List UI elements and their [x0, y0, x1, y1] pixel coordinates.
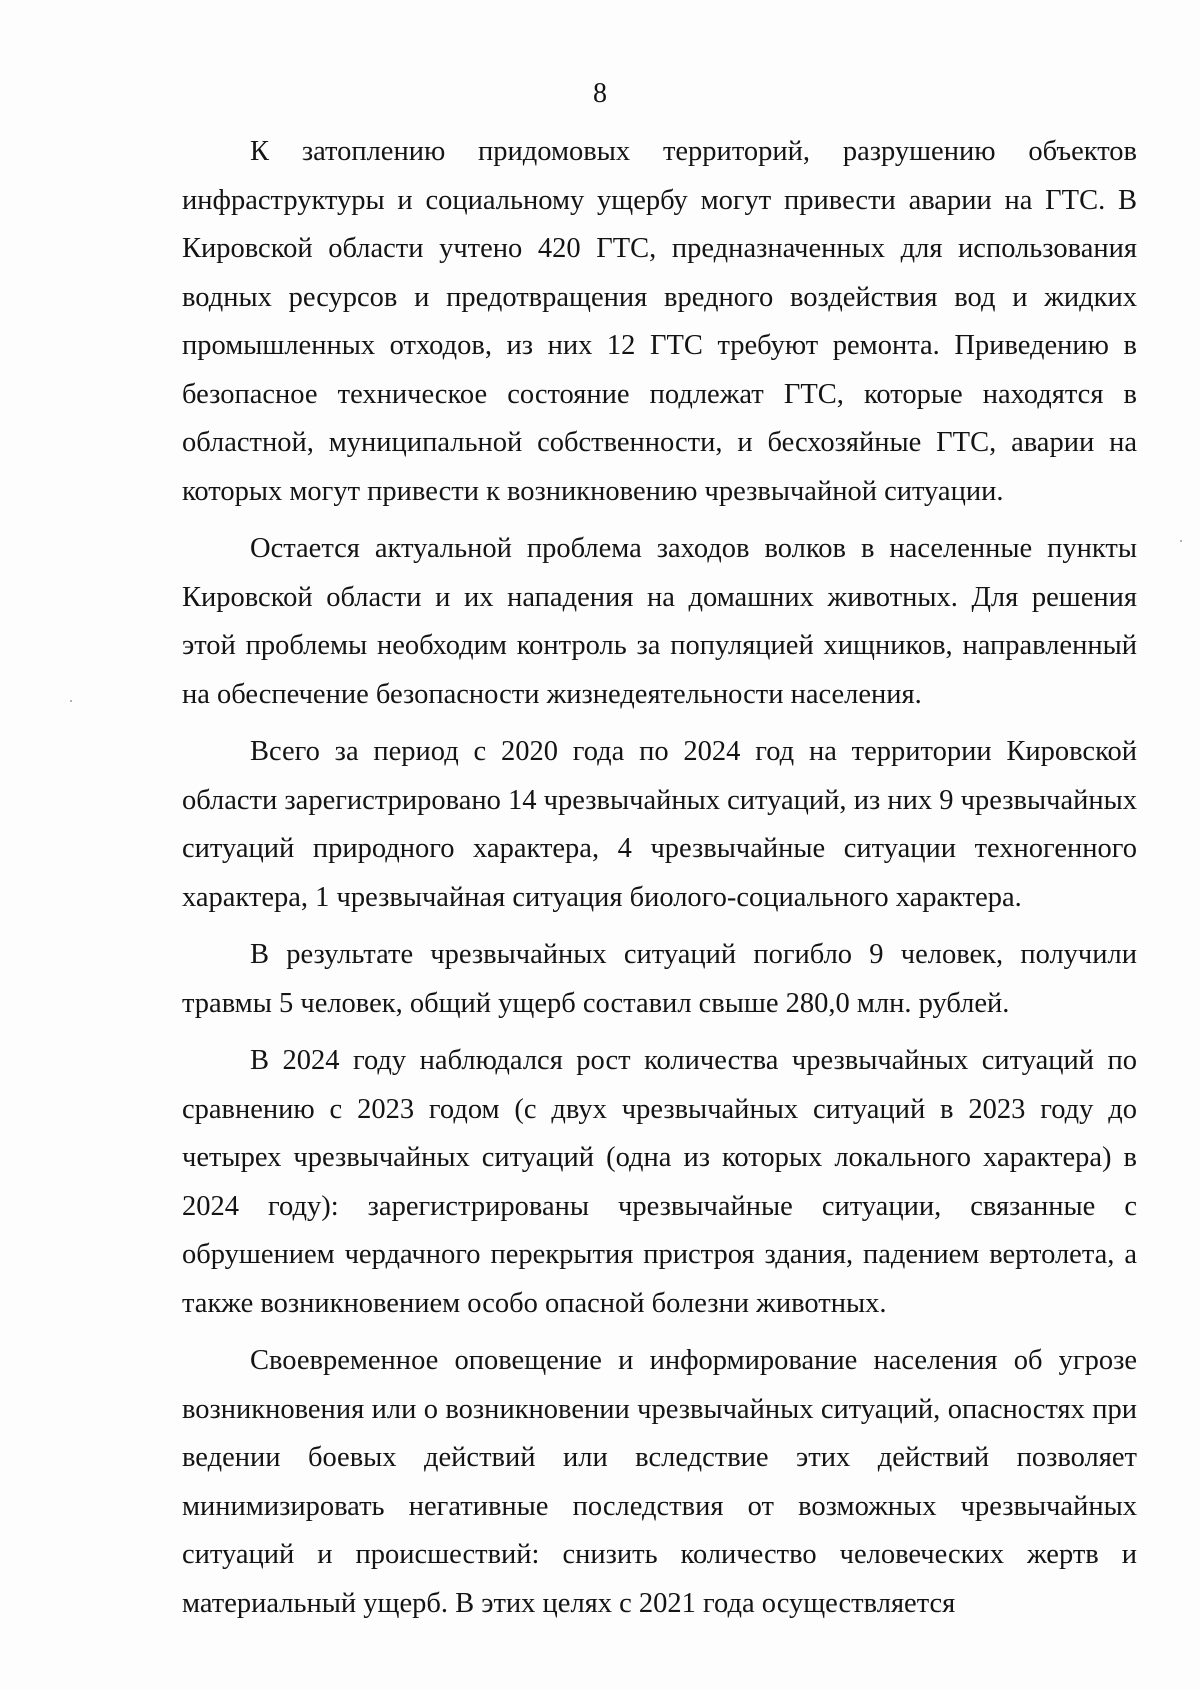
paragraph-2024-growth: В 2024 году наблюдался рост количества чрезвычайных ситуаций по сравнению с 2023 годом (с двух чрезвычайных ситуаций в 2023 году до четырех чрезвычайных ситуаций (одна из которых локального характера) в 2024 году): зарегистрированы чрезвычайные ситуации, связанные с обрушением чердачного перекрытия пристроя здания, падением вертолета, а также возникновением особо опасной болезни животных. [182, 1045, 1137, 1319]
paragraph-emergency-totals: Всего за период с 2020 года по 2024 год на территории Кировской области зарегистрировано 14 чрезвычайных ситуаций, из них 9 чрезвычайных ситуаций природного характера, 4 чрезвычайные ситуации техногенного характера, 1 чрезвычайная ситуация биолого-социального характера. [182, 736, 1137, 913]
scan-speck [1180, 540, 1182, 542]
paragraph-wolves: Остается актуальной проблема заходов волков в населенные пункты Кировской области и их нападения на домашних животных. Для решения этой проблемы необходим контроль за популяцией хищников, направленный на обеспечение безопасности жизнедеятельности населения. [182, 533, 1137, 710]
body-text [182, 128, 1137, 1628]
scan-speck [70, 700, 72, 702]
paragraph-casualties: В результате чрезвычайных ситуаций погибло 9 человек, получили травмы 5 человек, общий ущерб составил свыше 280,0 млн. рублей. [182, 939, 1137, 1019]
paragraph-public-warning: Своевременное оповещение и информирование населения об угрозе возникновения или о возникновении чрезвычайных ситуаций, опасностях при ведении боевых действий или вследствие этих действий позволяет минимизировать негативные последствия от возможных чрезвычайных ситуаций и происшествий: снизить количество человеческих жертв и материальный ущерб. В этих целях с 2021 года осуществляется [182, 1345, 1137, 1619]
paragraph-hydraulic-structures: К затоплению придомовых территорий, разрушению объектов инфраструктуры и социальному ущербу могут привести аварии на ГТС. В Кировской области учтено 420 ГТС, предназначенных для использования водных ресурсов и предотвращения вредного воздействия вод и жидких промышленных отходов, из них 12 ГТС требуют ремонта. Приведению в безопасное техническое состояние подлежат ГТС, которые находятся в областной, муниципальной собственности, и бесхозяйные ГТС, аварии на которых могут привести к возникновению чрезвычайной ситуации. [182, 136, 1137, 507]
page-number: 8 [593, 78, 607, 109]
